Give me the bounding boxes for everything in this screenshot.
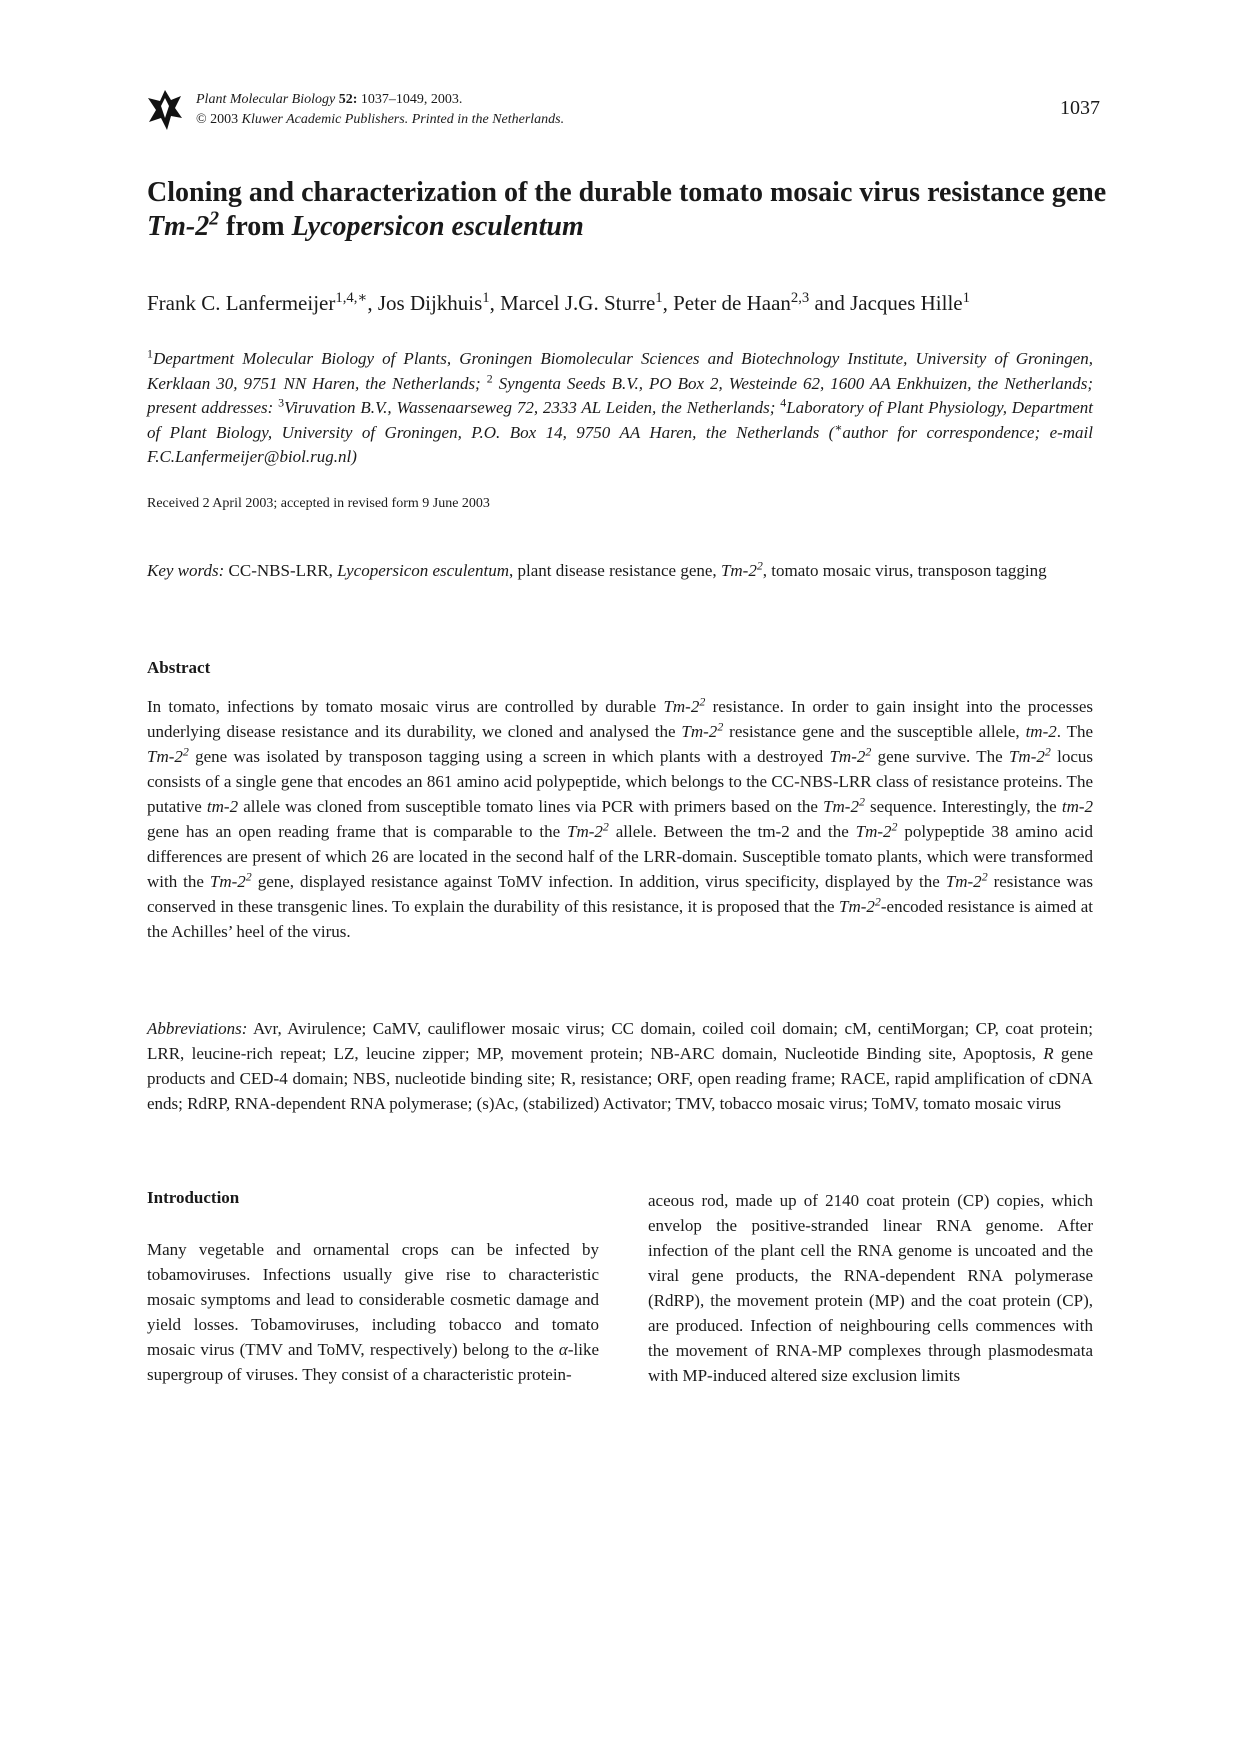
journal-citation [196, 90, 564, 130]
printed-note: Printed in the Netherlands. [411, 112, 565, 127]
abstract-text: In tomato, infections by tomato mosaic virus are controlled by durable $Tm-2^2$ resistance. In order to gain insight into the processes underlying disease resistance and its durability, we cloned and analysed the $Tm-2^2$ resistance gene and the susceptible allele, tm-2. The $Tm-2^2$ gene was isolated by transposon tagging using a screen in which plants with a destroyed $Tm-2^2$ gene survive. The $Tm-2^2$ locus consists of a single gene that encodes an 861 amino acid polypeptide, which belongs to the CC-NBS-LRR class of resistance proteins. The putative tm-2 allele was cloned from susceptible tomato lines via PCR with primers based on the $Tm-2^2$ sequence. Interestingly, the tm-2 gene has an open reading frame that is comparable to the $Tm-2^2$ allele. Between the tm-2 and the $Tm-2^2$ polypeptide 38 amino acid differences are present of which 26 are located in the second half of the LRR-domain. Susceptible tomato plants, which were transformed with the $Tm-2^2$ gene, displayed resistance against ToMV infection. In addition, virus specificity, displayed by the $Tm-2^2$ resistance was conserved in these transgenic lines. To explain the durability of this resistance, it is proposed that the $Tm-2^2$-encoded resistance is aimed at the Achilles’ heel of the virus. [147, 694, 1094, 941]
introduction-right-column: aceous rod, made up of 2140 coat protein (CP) copies, which envelop the positive-stranded linear RNA genome. After infection of the plant cell the RNA genome is uncoated and the viral gene products, the RNA-dependent RNA polymerase (RdRP), the movement protein (MP) and the coat protein (CP), are produced. Infection of neighbouring cells commences with the movement of RNA-MP complexes through plasmodesmata with MP-induced altered size exclusion limits [648, 1191, 1093, 1385]
journal-volume: 52: [338, 92, 358, 107]
page-number: 1037 [1060, 97, 1100, 119]
abbreviations: Abbreviations: Avr, Avirulence; CaMV, cauliflower mosaic virus; CC domain, coiled coil domain; cM, centiMorgan; CP, coat protein; LRR, leucine-rich repeat; LZ, leucine zipper; MP, movement protein; NB-ARC domain, Nucleotide Binding site, Apoptosis, R gene products and CED-4 domain; NBS, nucleotide binding site; R, resistance; ORF, open reading frame; RACE, rapid amplification of cDNA ends; RdRP, RNA-dependent RNA polymerase; (s)Ac, (stabilized) Activator; TMV, tobacco mosaic virus; ToMV, tomato mosaic virus [147, 1019, 1093, 1113]
journal-name: Plant Molecular Biology [196, 92, 336, 107]
affiliations: $^1$Department Molecular Biology of Plants, Groningen Biomolecular Sciences and Biotechnology Institute, University of Groningen, Kerklaan 30, 9751 NN Haren, the Netherlands; $^2$ Syngenta Seeds B.V., PO Box 2, Westeinde 62, 1600 AA Enkhuizen, the Netherlands; present addresses: $^3$Viruvation B.V., Wassenaarseweg 72, 2333 AL Leiden, the Netherlands; $^4$Laboratory of Plant Physiology, Department of Plant Biology, University of Groningen, P.O. Box 14, 9750 AA Haren, the Netherlands (∗author for correspondence; e-mail F.C.Lanfermeijer@biol.rug.nl) [147, 346, 1093, 466]
received-dates: Received 2 April 2003; accepted in revised form 9 June 2003 [147, 496, 490, 511]
introduction-heading: Introduction [147, 1188, 240, 1207]
publisher-logo-icon [147, 88, 183, 132]
article-title: Cloning and characterization of the durable tomato mosaic virus resistance gene $Tm-2^2$ from Lycopersicon esculentum [147, 177, 1107, 242]
journal-pages-year: 1037–1049, 2003. [360, 92, 463, 107]
author-list: Frank C. Lanfermeijer$^{1,4,∗}$, Jos Dijkhuis$^1$, Marcel J.G. Sturre$^1$, Peter de Haan$^{2,3}$ and Jacques Hille$^1$ [147, 290, 970, 315]
copyright: © 2003 [196, 112, 239, 127]
keywords: Key words: CC-NBS-LRR, Lycopersicon esculentum, plant disease resistance gene, $Tm-2^2$, tomato mosaic virus, transposon tagging [147, 558, 1047, 580]
publisher: Kluwer Academic Publishers. [241, 112, 409, 127]
abstract-heading: Abstract [147, 658, 211, 677]
introduction-left-column: Many vegetable and ornamental crops can be infected by tobamoviruses. Infections usually give rise to characteristic mosaic symptoms and lead to considerable cosmetic damage and yield losses. Tobamoviruses, including tobacco and tomato mosaic virus (TMV and ToMV, respectively) belong to the α-like supergroup of viruses. They consist of a characteristic protein- [147, 1240, 599, 1384]
